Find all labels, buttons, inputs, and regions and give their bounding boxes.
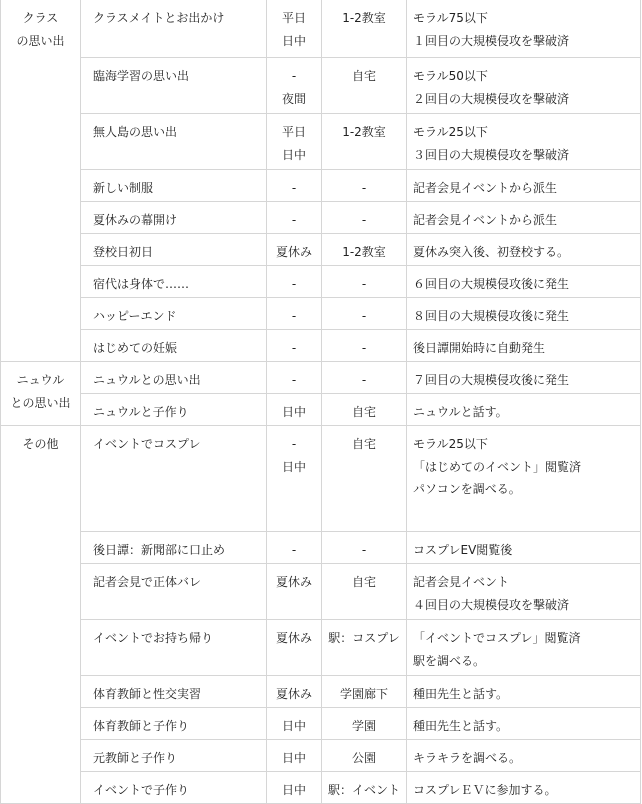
table-row (1, 298, 641, 330)
place-value: - (361, 309, 367, 323)
time-value: - (291, 277, 297, 291)
condition-cell (407, 0, 641, 58)
time-value: 平日 (281, 125, 306, 139)
place-cell (322, 298, 407, 330)
event-title: イベントでコスプレ (93, 437, 201, 451)
event-title-cell (81, 620, 267, 676)
time-value: 夏休み (275, 631, 312, 645)
place-value: 1-2教室 (342, 245, 386, 259)
event-title-cell (81, 708, 267, 740)
place-value: 1-2教室 (342, 125, 386, 139)
time-cell (267, 58, 322, 114)
place-value: 自宅 (351, 575, 376, 589)
table-row (1, 266, 641, 298)
condition-cell (407, 532, 641, 564)
time-value: 日中 (281, 147, 306, 162)
condition-line: 「はじめてのイベント」閲覧済 (413, 459, 582, 474)
table-row (1, 772, 641, 804)
time-value: - (291, 309, 297, 323)
time-cell (267, 772, 322, 804)
event-title: 記者会見で正体バレ (93, 575, 202, 589)
place-value: - (361, 341, 367, 355)
event-title: イベントで子作り (93, 783, 190, 797)
time-cell (267, 426, 322, 532)
table-row (1, 532, 641, 564)
time-cell (267, 170, 322, 202)
time-cell (267, 202, 322, 234)
category-cell (1, 426, 81, 804)
event-title-cell (81, 394, 267, 426)
event-title-cell (81, 266, 267, 298)
category-label: その他 (22, 437, 59, 451)
event-title: ニュウルと子作り (93, 405, 189, 419)
place-cell (322, 330, 407, 362)
condition-line: ８回目の大規模侵攻後に発生 (413, 309, 570, 323)
event-title: 新しい制服 (93, 181, 154, 195)
table-row (1, 114, 641, 170)
place-cell (322, 426, 407, 532)
time-value: 日中 (281, 33, 306, 48)
place-value: 自宅 (351, 437, 376, 451)
place-cell (322, 708, 407, 740)
place-cell (322, 362, 407, 394)
place-cell (322, 740, 407, 772)
table-row (1, 362, 641, 394)
place-value: - (361, 543, 367, 557)
event-title-cell (81, 58, 267, 114)
table-row (1, 0, 641, 58)
time-cell (267, 362, 322, 394)
table-row (1, 740, 641, 772)
place-value: 駅：イベント (327, 783, 400, 797)
event-title-cell (81, 564, 267, 620)
condition-line: モラル75以下 (413, 11, 488, 25)
condition-cell (407, 772, 641, 804)
event-title-cell (81, 330, 267, 362)
condition-cell (407, 58, 641, 114)
event-title-cell (81, 298, 267, 330)
category-label: の思い出 (16, 33, 65, 48)
condition-line: 種田先生と話す。 (413, 719, 509, 733)
place-cell (322, 564, 407, 620)
place-cell (322, 772, 407, 804)
time-value: - (291, 373, 297, 387)
event-title: 無人島の思い出 (93, 125, 178, 139)
category-label: ニュウル (16, 373, 65, 387)
time-cell (267, 394, 322, 426)
event-title-cell (81, 532, 267, 564)
table-row (1, 426, 641, 532)
condition-cell (407, 330, 641, 362)
table-row (1, 58, 641, 114)
event-title-cell (81, 202, 267, 234)
table-row (1, 394, 641, 426)
condition-line: 記者会見イベントから派生 (413, 213, 558, 227)
time-value: 日中 (281, 405, 306, 419)
time-cell (267, 330, 322, 362)
place-cell (322, 676, 407, 708)
condition-cell (407, 620, 641, 676)
condition-line: ニュウルと話す。 (413, 405, 508, 419)
time-cell (267, 0, 322, 58)
condition-cell (407, 740, 641, 772)
event-title: 宿代は身体で…… (93, 277, 190, 291)
condition-cell (407, 564, 641, 620)
time-value: - (291, 543, 297, 557)
place-cell (322, 266, 407, 298)
condition-line: 後日譚開始時に自動発生 (413, 341, 546, 355)
table-row (1, 708, 641, 740)
condition-line: ６回目の大規模侵攻後に発生 (413, 277, 570, 291)
table-row (1, 676, 641, 708)
condition-cell (407, 114, 641, 170)
event-title-cell (81, 0, 267, 58)
event-title: はじめての妊娠 (93, 341, 178, 355)
condition-line: コスプレEV閲覧後 (413, 543, 513, 557)
condition-cell (407, 676, 641, 708)
condition-line: 種田先生と話す。 (413, 687, 509, 701)
category-label: クラス (22, 11, 59, 25)
event-title: クラスメイトとお出かけ (93, 11, 225, 25)
event-title-cell (81, 772, 267, 804)
event-title-cell (81, 676, 267, 708)
time-cell (267, 564, 322, 620)
condition-line: モラル25以下 (413, 125, 488, 139)
event-title-cell (81, 114, 267, 170)
condition-line: ４回目の大規模侵攻を撃破済 (413, 597, 570, 612)
event-list-body (1, 0, 641, 804)
condition-line: ３回目の大規模侵攻を撃破済 (413, 147, 570, 162)
event-title: 体育教師と子作り (93, 719, 190, 733)
event-title-cell (81, 740, 267, 772)
category-cell (1, 0, 81, 362)
condition-cell (407, 298, 641, 330)
time-cell (267, 620, 322, 676)
event-title: 後日譚：新聞部に口止め (93, 543, 226, 557)
table-row (1, 170, 641, 202)
place-cell (322, 170, 407, 202)
condition-line: 駅を調べる。 (413, 653, 486, 668)
place-value: 学園 (351, 719, 376, 733)
time-value: 平日 (281, 11, 306, 25)
time-cell (267, 532, 322, 564)
place-cell (322, 0, 407, 58)
condition-line: 「イベントでコスプレ」閲覧済 (413, 631, 581, 645)
event-title: 臨海学習の思い出 (93, 69, 190, 83)
condition-line: 夏休み突入後、初登校する。 (413, 245, 570, 259)
condition-cell (407, 394, 641, 426)
condition-cell (407, 234, 641, 266)
time-value: 夏休み (275, 687, 312, 701)
time-cell (267, 740, 322, 772)
event-title: イベントでお持ち帰り (93, 631, 214, 645)
event-title: 体育教師と性交実習 (93, 687, 202, 701)
condition-line: ７回目の大規模侵攻後に発生 (413, 373, 570, 387)
condition-cell (407, 426, 641, 532)
place-value: - (361, 373, 367, 387)
time-value: - (291, 213, 297, 227)
time-value: 日中 (281, 719, 306, 733)
condition-line: ２回目の大規模侵攻を撃破済 (413, 91, 570, 106)
condition-line: １回目の大規模侵攻を撃破済 (413, 33, 570, 48)
event-title-cell (81, 234, 267, 266)
time-cell (267, 708, 322, 740)
place-value: 駅：コスプレ (328, 631, 400, 645)
table-row (1, 564, 641, 620)
place-cell (322, 114, 407, 170)
place-value: - (361, 277, 367, 291)
place-cell (322, 234, 407, 266)
time-value: 夏休み (275, 245, 312, 259)
category-label: との思い出 (10, 395, 71, 410)
place-value: - (361, 213, 367, 227)
time-cell (267, 114, 322, 170)
condition-cell (407, 708, 641, 740)
event-title: 元教師と子作り (93, 751, 178, 765)
place-cell (322, 394, 407, 426)
table-row (1, 620, 641, 676)
place-value: 自宅 (351, 405, 376, 419)
condition-line: モラル25以下 (413, 437, 488, 451)
time-value: 日中 (281, 783, 306, 797)
time-value: 日中 (281, 751, 306, 765)
event-title: 夏休みの幕開け (93, 213, 178, 227)
table-row (1, 330, 641, 362)
time-value: - (291, 437, 297, 451)
event-title: 登校日初日 (93, 245, 154, 259)
time-value: 日中 (281, 459, 306, 474)
place-value: 学園廊下 (339, 687, 388, 701)
time-value: - (291, 341, 297, 355)
time-cell (267, 676, 322, 708)
time-value: 夏休み (275, 575, 312, 589)
condition-line: パソコンを調べる。 (413, 482, 521, 496)
condition-line: 記者会見イベントから派生 (413, 181, 558, 195)
event-title-cell (81, 170, 267, 202)
time-cell (267, 298, 322, 330)
condition-cell (407, 202, 641, 234)
place-cell (322, 58, 407, 114)
condition-line: キラキラを調べる。 (413, 751, 522, 765)
time-cell (267, 234, 322, 266)
time-value: - (291, 181, 297, 195)
category-cell (1, 362, 81, 426)
event-title-cell (81, 426, 267, 532)
time-cell (267, 266, 322, 298)
table-row (1, 234, 641, 266)
time-value: 夜間 (281, 91, 306, 106)
place-cell (322, 620, 407, 676)
condition-line: モラル50以下 (413, 69, 488, 83)
table-row (1, 202, 641, 234)
place-cell (322, 202, 407, 234)
event-title: ハッピーエンド (93, 309, 177, 323)
condition-cell (407, 170, 641, 202)
place-value: 公園 (351, 751, 376, 765)
time-value: - (291, 69, 297, 83)
place-value: 自宅 (351, 69, 376, 83)
place-cell (322, 532, 407, 564)
place-value: 1-2教室 (342, 11, 386, 25)
condition-cell (407, 266, 641, 298)
event-title-cell (81, 362, 267, 394)
condition-cell (407, 362, 641, 394)
place-value: - (361, 181, 367, 195)
condition-line: コスプレＥＶに参加する。 (413, 783, 557, 797)
event-title: ニュウルとの思い出 (93, 373, 201, 387)
condition-line: 記者会見イベント (413, 575, 510, 589)
